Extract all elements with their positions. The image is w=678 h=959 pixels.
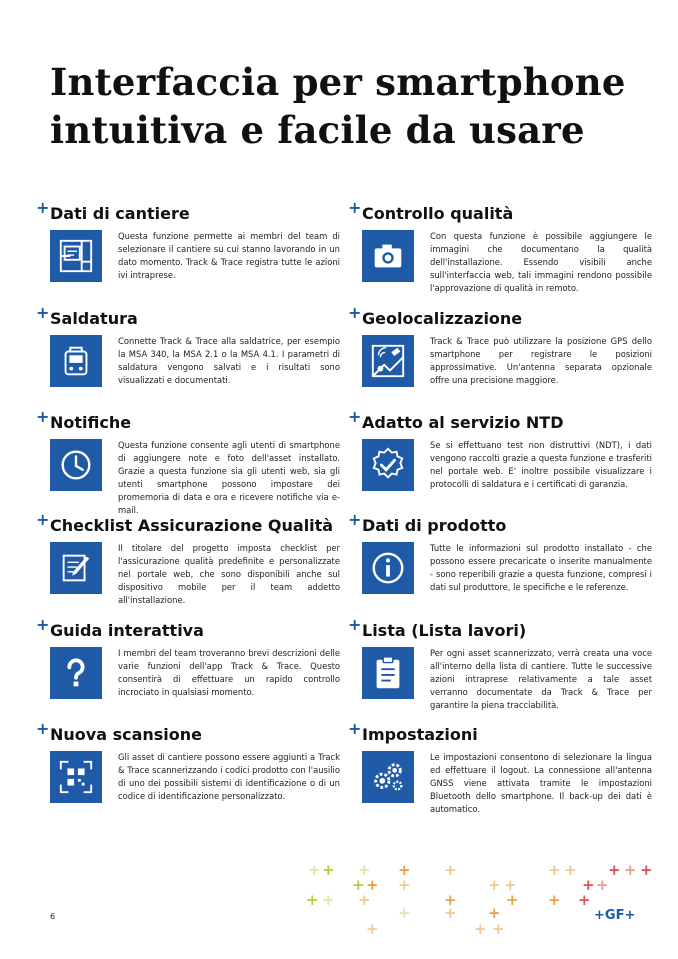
section-heading: Checklist Assicurazione Qualità (50, 516, 334, 535)
certified-badge-icon (362, 439, 414, 491)
section-text: Gli asset di cantiere possono essere aggiunti a Track & Trace scannerizzando i codici prodotto con l'ausilio di uno dei possibili sistemi di identificazione o di un codice di identificazione personalizzato. (118, 752, 340, 801)
section-notifiche (36, 407, 340, 517)
map-document-icon (50, 230, 102, 282)
svg-text:+: + (322, 861, 335, 879)
qr-scan-icon (50, 751, 102, 803)
section-impostazioni (348, 719, 652, 816)
svg-text:+: + (564, 861, 577, 879)
section-text: Con questa funzione è possibile aggiungere le immagini che documentano la qualità dell'installazione. Essendo visibili anche sull'interfaccia web, tali immagini rendono possibile l'approvazione di qualità in remoto. (430, 231, 652, 293)
section-heading: Dati di cantiere (50, 204, 190, 223)
plus-icon: + (348, 198, 362, 217)
section-dati-di-cantiere (36, 198, 340, 282)
section-text: Connette Track & Trace alla saldatrice, per esempio la MSA 340, la MSA 2.1 o la MSA 4.1. I parametri di saldatura vengono salvati e i risultati sono visualizzati e documentati. (118, 336, 340, 385)
gears-icon (362, 751, 414, 803)
page-number: 6 (50, 912, 56, 921)
gf-logo: +GF+ (594, 908, 636, 923)
section-text: Track & Trace può utilizzare la posizione GPS dello smartphone per registrare le posizioni approssimative. Un'antenna separata opzionale offre una precisione maggiore. (430, 336, 652, 385)
svg-text:+: + (624, 861, 637, 879)
plus-icon: + (348, 407, 362, 426)
svg-text:+: + (548, 861, 561, 879)
plus-icon: + (36, 719, 50, 738)
section-heading: Guida interattiva (50, 621, 204, 640)
svg-text:+: + (308, 861, 321, 879)
edit-document-icon (50, 542, 102, 594)
plus-icon: + (348, 510, 362, 529)
svg-text:+: + (578, 891, 591, 909)
welding-machine-icon (50, 335, 102, 387)
title-line-1: Interfaccia per smartphone (50, 60, 626, 104)
section-text: I membri del team troveranno brevi descrizioni delle varie funzioni dell'app Track & Trace. Questo consentirà di effettuare un rapido controllo incrociato in qualsiasi momento. (118, 648, 340, 697)
svg-text:+: + (608, 861, 621, 879)
info-icon (362, 542, 414, 594)
section-checklist-assicurazione-qualita (36, 510, 340, 607)
svg-text:+: + (504, 876, 517, 894)
plus-icon: + (348, 719, 362, 738)
svg-text:+: + (444, 861, 457, 879)
plus-icon: + (36, 198, 50, 217)
plus-icon: + (348, 615, 362, 634)
camera-icon (362, 230, 414, 282)
gps-satellite-icon (362, 335, 414, 387)
plus-icon: + (36, 510, 50, 529)
section-heading: Lista (Lista lavori) (362, 621, 527, 640)
section-heading: Dati di prodotto (362, 516, 507, 535)
section-heading: Saldatura (50, 309, 138, 328)
section-text: Le impostazioni consentono di selezionare la lingua ed effettuare il logout. La connessione all'antenna GNSS viene attivata tramite le impostazioni Bluetooth dello smartphone. Il back-up dei dati è automatico. (430, 752, 652, 814)
svg-text:+: + (474, 920, 487, 938)
svg-text:+: + (306, 891, 319, 909)
svg-text:+: + (398, 904, 411, 922)
section-heading: Geolocalizzazione (362, 309, 523, 328)
plus-icon: + (36, 615, 50, 634)
question-mark-icon (50, 647, 102, 699)
section-text: Questa funzione consente agli utenti di smartphone di aggiungere note e foto dell'asset installato. Grazie a questa funzione sia gli utenti web, sia gli utenti smartphone possono impostare dei promemoria di data e ora e ricevere notifiche via e-mail. (118, 440, 340, 515)
section-geolocalizzazione (348, 303, 652, 387)
section-heading: Notifiche (50, 413, 132, 432)
section-saldatura (36, 303, 340, 387)
svg-text:+: + (366, 920, 379, 938)
section-text: Per ogni asset scannerizzato, verrà creata una voce all'interno della lista di cantiere. Tutte le successive azioni intraprese relativamente a tale asset verranno documentate da Track & Trace per garantire la piena tracciabilità. (430, 648, 652, 710)
plus-icon: + (348, 303, 362, 322)
section-heading: Impostazioni (362, 725, 478, 744)
section-heading: Controllo qualità (362, 204, 514, 223)
svg-text:+: + (352, 876, 365, 894)
svg-text:+: + (596, 876, 609, 894)
svg-text:+: + (444, 891, 457, 909)
section-lista-lavori (348, 615, 652, 712)
svg-text:+: + (358, 891, 371, 909)
svg-text:+: + (488, 904, 501, 922)
section-adatto-servizio-ntd (348, 407, 652, 491)
section-dati-di-prodotto (348, 510, 652, 594)
title-line-2: intuitiva e facile da usare (50, 108, 585, 152)
section-guida-interattiva (36, 615, 340, 699)
svg-text:+: + (398, 876, 411, 894)
svg-text:+: + (366, 876, 379, 894)
svg-text:+: + (506, 891, 519, 909)
section-controllo-qualita (348, 198, 652, 295)
svg-text:+: + (322, 891, 335, 909)
svg-text:+: + (398, 861, 411, 879)
section-heading: Adatto al servizio NTD (362, 413, 564, 432)
page-title (50, 58, 626, 154)
section-text: Questa funzione permette ai membri del team di selezionare il cantiere su cui stanno lavorando in un dato momento. Track & Trace registra tutte le azioni ivi intraprese. (118, 231, 340, 280)
clock-icon (50, 439, 102, 491)
svg-text:+: + (488, 876, 501, 894)
svg-text:+: + (548, 891, 561, 909)
svg-text:+: + (640, 861, 653, 879)
svg-text:+: + (444, 904, 457, 922)
plus-icon: + (36, 303, 50, 322)
section-text: Se si effettuano test non distruttivi (NDT), i dati vengono raccolti grazie a questa funzione e trasferiti nel portale web. E' inoltre possibile visualizzare i protocolli di saldatura e i certificati di garanzia. (430, 440, 652, 489)
svg-text:+: + (492, 920, 505, 938)
section-nuova-scansione (36, 719, 340, 803)
section-heading: Nuova scansione (50, 725, 203, 744)
clipboard-list-icon (362, 647, 414, 699)
svg-text:+: + (582, 876, 595, 894)
plus-icon: + (36, 407, 50, 426)
svg-text:+: + (358, 861, 371, 879)
section-text: Tutte le informazioni sul prodotto installato - che possono essere precaricate o inserite manualmente - sono reperibili grazie a questa funzione, compresi i dati sul produttore, le specifiche e le referenze. (430, 543, 652, 592)
section-text: Il titolare del progetto imposta checklist per l'assicurazione qualità predefinite e personalizzate nel portale web, che sono disponibili anche sul dispositivo mobile per il team addetto all'installazione. (118, 543, 340, 605)
